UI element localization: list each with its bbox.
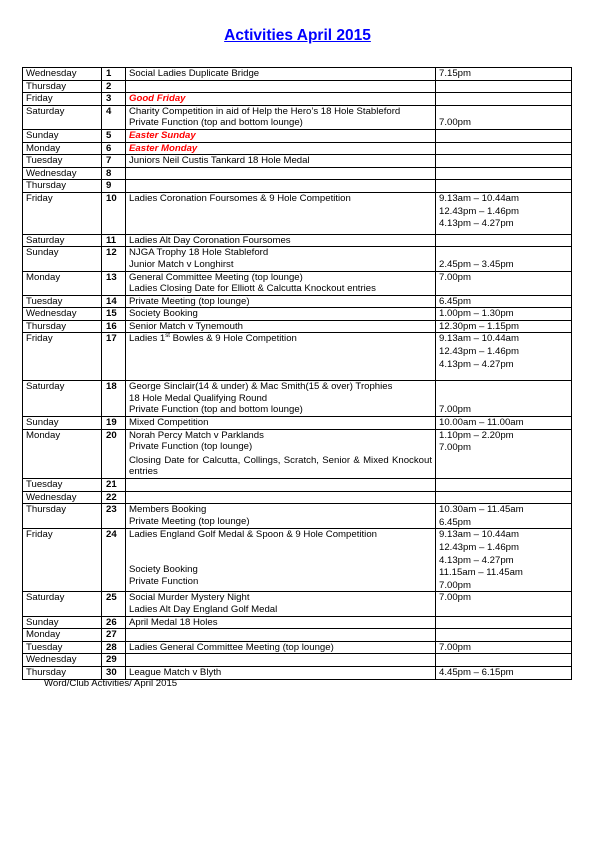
activity-line: Ladies Coronation Foursomes & 9 Hole Competition: [129, 192, 351, 204]
activity-line: Senior Match v Tynemouth: [129, 320, 243, 332]
date-cell: 2: [102, 80, 126, 93]
date-cell: 28: [102, 641, 126, 654]
day-cell: Friday: [23, 93, 102, 106]
activity-cell: [126, 504, 436, 529]
day-cell: Sunday: [23, 417, 102, 430]
activity-cell: [126, 320, 436, 333]
table-row: [23, 654, 572, 667]
date-cell: 3: [102, 93, 126, 106]
activity-line: General Committee Meeting (top lounge): [129, 271, 303, 283]
activity-cell: [126, 142, 436, 155]
time-line: 7.00pm: [439, 442, 471, 454]
activity-text: Ladies 1: [129, 333, 166, 345]
day-cell: Wednesday: [23, 308, 102, 321]
time-line: 4.13pm – 4.27pm: [439, 554, 514, 566]
time-line: 10.30am – 11.45am: [439, 504, 524, 516]
table-row: [23, 504, 572, 529]
time-cell: [436, 234, 572, 247]
activity-cell: [126, 616, 436, 629]
table-row: [23, 616, 572, 629]
activity-cell: [126, 105, 436, 129]
time-cell: [436, 641, 572, 654]
time-cell: [436, 479, 572, 492]
table-row: [23, 629, 572, 642]
day-cell: Thursday: [23, 504, 102, 529]
activity-line: April Medal 18 Holes: [129, 616, 218, 628]
activity-line: [129, 541, 432, 553]
activity-cell: [126, 234, 436, 247]
date-cell: 17: [102, 333, 126, 381]
date-cell: 23: [102, 504, 126, 529]
date-cell: 29: [102, 654, 126, 667]
activity-cell: [126, 654, 436, 667]
activity-line: Members Booking: [129, 504, 207, 516]
activity-cell: [126, 308, 436, 321]
time-line: 11.15am – 11.45am: [439, 567, 523, 579]
date-cell: 20: [102, 429, 126, 478]
date-cell: 8: [102, 167, 126, 180]
day-cell: Thursday: [23, 666, 102, 679]
time-cell: [436, 93, 572, 106]
day-cell: Friday: [23, 192, 102, 234]
time-cell: [436, 247, 572, 271]
date-cell: 30: [102, 666, 126, 679]
date-cell: 6: [102, 142, 126, 155]
time-line: [439, 106, 568, 118]
table-row: [23, 592, 572, 616]
day-cell: Tuesday: [23, 155, 102, 168]
time-line: 1.10pm – 2.20pm: [439, 429, 514, 441]
date-cell: 5: [102, 129, 126, 142]
time-cell: [436, 333, 572, 381]
date-cell: 14: [102, 295, 126, 308]
time-line: 6.45pm: [439, 295, 471, 307]
table-row: [23, 320, 572, 333]
date-cell: 13: [102, 271, 126, 295]
date-cell: 19: [102, 417, 126, 430]
day-cell: Saturday: [23, 381, 102, 417]
time-line: [439, 381, 568, 393]
holiday-label: Good Friday: [129, 93, 186, 105]
time-cell: [436, 654, 572, 667]
day-cell: Saturday: [23, 105, 102, 129]
time-cell: [436, 155, 572, 168]
day-cell: Monday: [23, 629, 102, 642]
time-line: 2.45pm – 3.45pm: [439, 258, 514, 270]
day-cell: Thursday: [23, 320, 102, 333]
time-cell: [436, 129, 572, 142]
activity-line: League Match v Blyth: [129, 666, 222, 678]
time-cell: [436, 529, 572, 592]
time-cell: [436, 381, 572, 417]
activity-cell: [126, 641, 436, 654]
date-cell: 26: [102, 616, 126, 629]
activity-line: Ladies Closing Date for Elliott & Calcutta Knockout entries: [129, 283, 376, 295]
activity-line: Social Murder Mystery Night: [129, 592, 250, 604]
activity-line: Ladies Alt Day England Golf Medal: [129, 603, 278, 615]
date-cell: 9: [102, 180, 126, 193]
ordinal-suffix: st: [165, 333, 170, 340]
activity-cell: [126, 592, 436, 616]
time-line: 7.00pm: [439, 641, 471, 653]
table-row: [23, 429, 572, 478]
activity-cell: [126, 167, 436, 180]
time-line: 9.13am – 10.44am: [439, 333, 520, 345]
time-cell: [436, 629, 572, 642]
activity-cell: [126, 93, 436, 106]
activity-text: Bowles & 9 Hole Competition: [169, 333, 297, 345]
time-line: 12.30pm – 1.15pm: [439, 320, 520, 332]
time-cell: [436, 192, 572, 234]
activity-cell: [126, 247, 436, 271]
date-cell: 12: [102, 247, 126, 271]
footer-text: Word/Club Activities/ April 2015: [44, 678, 178, 689]
table-row: [23, 93, 572, 106]
activity-line: [129, 333, 432, 345]
activity-cell: [126, 271, 436, 295]
table-row: [23, 479, 572, 492]
activity-cell: [126, 192, 436, 234]
page-title: Activities April 2015: [224, 27, 371, 44]
day-cell: Wednesday: [23, 68, 102, 81]
time-line: 4.13pm – 4.27pm: [439, 358, 514, 370]
activity-cell: [126, 295, 436, 308]
activity-line: Ladies England Golf Medal & Spoon & 9 Hole Competition: [129, 529, 377, 541]
time-cell: [436, 666, 572, 679]
day-cell: Tuesday: [23, 641, 102, 654]
time-line: 7.00pm: [439, 404, 471, 416]
time-cell: [436, 142, 572, 155]
date-cell: 21: [102, 479, 126, 492]
time-line: [439, 393, 568, 405]
activity-line: Social Ladies Duplicate Bridge: [129, 68, 260, 79]
date-cell: 25: [102, 592, 126, 616]
date-cell: 27: [102, 629, 126, 642]
activity-line: Society Booking: [129, 308, 198, 320]
time-cell: [436, 68, 572, 81]
day-cell: Saturday: [23, 234, 102, 247]
activity-cell: [126, 529, 436, 592]
day-cell: Monday: [23, 142, 102, 155]
date-cell: 24: [102, 529, 126, 592]
time-line: 10.00am – 11.00am: [439, 417, 524, 429]
day-cell: Wednesday: [23, 491, 102, 504]
table-row: [23, 247, 572, 271]
activity-line: Juniors Neil Custis Tankard 18 Hole Medal: [129, 155, 310, 167]
time-cell: [436, 504, 572, 529]
table-row: [23, 129, 572, 142]
date-cell: 7: [102, 155, 126, 168]
activity-line: Mixed Competition: [129, 417, 209, 429]
activity-line: 18 Hole Medal Qualifying Round: [129, 392, 268, 404]
activity-line: Ladies General Committee Meeting (top lounge): [129, 641, 334, 653]
activities-table-body: [23, 68, 572, 680]
holiday-label: Easter Sunday: [129, 129, 196, 141]
activity-line: Private Function (top and bottom lounge): [129, 404, 303, 416]
date-cell: 22: [102, 491, 126, 504]
table-row: [23, 641, 572, 654]
time-cell: [436, 429, 572, 478]
activity-cell: [126, 417, 436, 430]
activity-line: Private Meeting (top lounge): [129, 295, 250, 307]
table-row: [23, 105, 572, 129]
time-line: 6.45pm: [439, 516, 471, 528]
day-cell: Thursday: [23, 180, 102, 193]
activity-cell: [126, 155, 436, 168]
day-cell: Sunday: [23, 129, 102, 142]
activity-line: Society Booking: [129, 564, 198, 576]
time-cell: [436, 180, 572, 193]
activity-line: Private Function: [129, 575, 199, 587]
time-cell: [436, 167, 572, 180]
time-line: 4.45pm – 6.15pm: [439, 666, 514, 678]
activity-line: Ladies Alt Day Coronation Foursomes: [129, 234, 291, 246]
date-cell: 4: [102, 105, 126, 129]
table-row: [23, 80, 572, 93]
day-cell: Monday: [23, 271, 102, 295]
day-cell: Friday: [23, 529, 102, 592]
day-cell: Monday: [23, 429, 102, 478]
activity-line: Charity Competition in aid of Help the Hero’s 18 Hole Stableford: [129, 105, 401, 117]
time-cell: [436, 320, 572, 333]
date-cell: 11: [102, 234, 126, 247]
activities-table: [22, 67, 572, 680]
activity-cell: [126, 68, 436, 81]
activity-cell: [126, 479, 436, 492]
time-line: 12.43pm – 1.46pm: [439, 346, 520, 358]
time-line: 9.13am – 10.44am: [439, 192, 520, 204]
activity-cell: [126, 129, 436, 142]
table-row: [23, 381, 572, 417]
date-cell: 15: [102, 308, 126, 321]
table-row: [23, 142, 572, 155]
activity-line: Closing Date for Calcutta, Collings, Scratch, Senior & Mixed Knockout entries: [129, 454, 432, 478]
table-row: [23, 167, 572, 180]
time-line: 4.13pm – 4.27pm: [439, 218, 514, 230]
day-cell: Tuesday: [23, 295, 102, 308]
day-cell: Saturday: [23, 592, 102, 616]
time-line: [439, 247, 568, 259]
time-line: 12.43pm – 1.46pm: [439, 205, 520, 217]
time-cell: [436, 491, 572, 504]
date-cell: 10: [102, 192, 126, 234]
time-line: 7.00pm: [439, 117, 471, 129]
activity-cell: [126, 333, 436, 381]
activity-line: George Sinclair(14 & under) & Mac Smith(15 & over) Trophies: [129, 381, 393, 393]
time-cell: [436, 295, 572, 308]
day-cell: Sunday: [23, 616, 102, 629]
day-cell: Thursday: [23, 80, 102, 93]
time-cell: [436, 105, 572, 129]
day-cell: Wednesday: [23, 167, 102, 180]
activity-line: Private Function (top and bottom lounge): [129, 117, 303, 129]
time-line: 7.00pm: [439, 271, 471, 283]
activity-line: Private Function (top lounge): [129, 441, 253, 453]
time-cell: [436, 271, 572, 295]
activity-cell: [126, 180, 436, 193]
time-line: 7.00pm: [439, 592, 471, 604]
activity-line: Private Meeting (top lounge): [129, 515, 250, 527]
time-line: 9.13am – 10.44am: [439, 529, 520, 541]
table-row: [23, 308, 572, 321]
day-cell: Sunday: [23, 247, 102, 271]
date-cell: 16: [102, 320, 126, 333]
activity-cell: [126, 429, 436, 478]
date-cell: 18: [102, 381, 126, 417]
activity-line: Junior Match v Longhirst: [129, 258, 234, 270]
table-row: [23, 491, 572, 504]
activity-cell: [126, 80, 436, 93]
time-cell: [436, 80, 572, 93]
day-cell: Friday: [23, 333, 102, 381]
table-row: [23, 417, 572, 430]
activity-cell: [126, 381, 436, 417]
time-cell: [436, 616, 572, 629]
table-row: [23, 234, 572, 247]
time-cell: [436, 417, 572, 430]
table-row: [23, 271, 572, 295]
activity-line: Norah Percy Match v Parklands: [129, 429, 264, 441]
time-line: 12.43pm – 1.46pm: [439, 541, 520, 553]
time-cell: [436, 592, 572, 616]
activity-cell: [126, 491, 436, 504]
day-cell: Tuesday: [23, 479, 102, 492]
activity-line: [129, 553, 432, 565]
table-row: [23, 155, 572, 168]
time-line: 7.15pm: [439, 68, 471, 79]
activity-cell: [126, 629, 436, 642]
time-line: 7.00pm: [439, 579, 471, 591]
time-cell: [436, 308, 572, 321]
date-cell: 1: [102, 68, 126, 81]
table-row: [23, 68, 572, 81]
holiday-label: Easter Monday: [129, 142, 198, 154]
activity-line: NJGA Trophy 18 Hole Stableford: [129, 247, 269, 259]
table-row: [23, 295, 572, 308]
table-row: [23, 180, 572, 193]
table-row: [23, 529, 572, 592]
time-line: 1.00pm – 1.30pm: [439, 308, 514, 320]
table-row: [23, 333, 572, 381]
table-row: [23, 192, 572, 234]
day-cell: Wednesday: [23, 654, 102, 667]
